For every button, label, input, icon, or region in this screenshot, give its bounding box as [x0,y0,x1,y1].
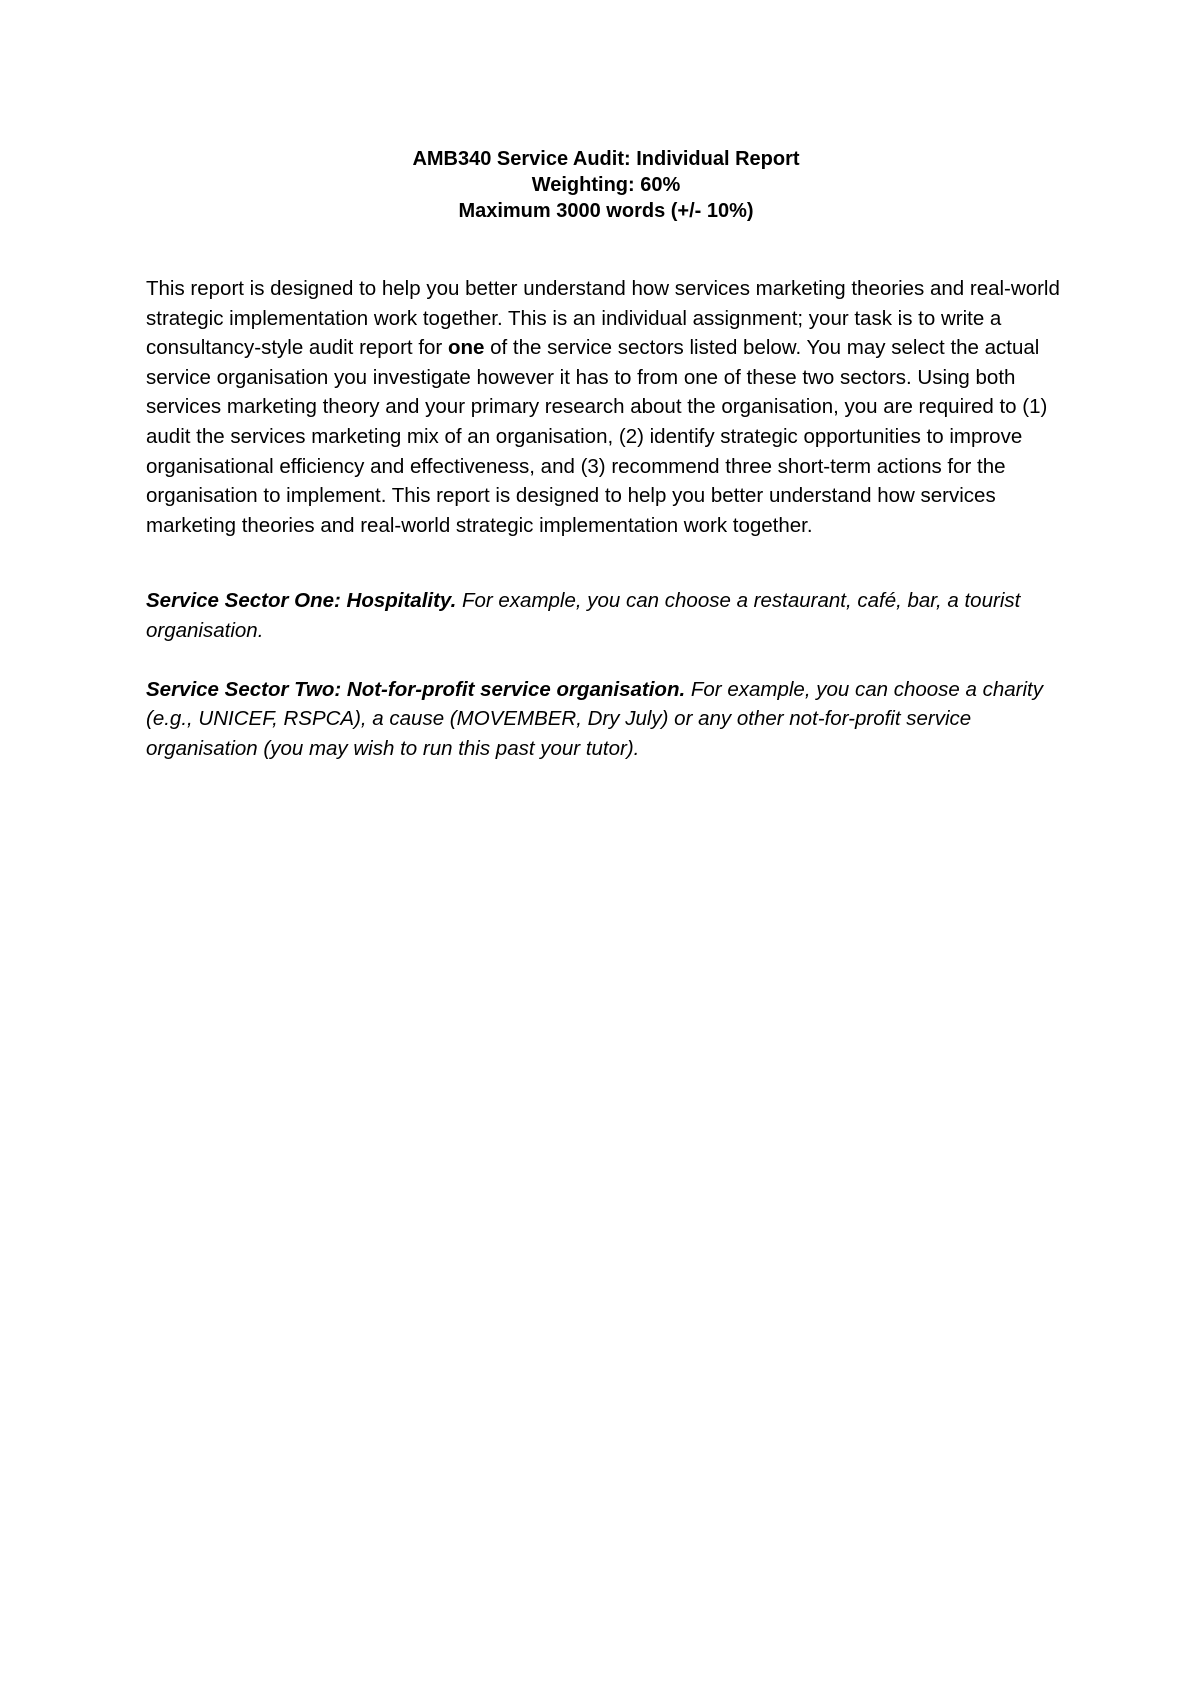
sector-one-paragraph [146,586,1076,645]
document-heading [0,146,1200,224]
report-title: AMB340 Service Audit: Individual Report [412,148,800,170]
sector-two-paragraph [146,675,1076,764]
intro-text-part2: of the service sectors listed below. You may select the actual service organisation you investigate however it has to from one of these two sectors. Using both services marketing theory and your primary research about the organisation, you are required to (1) audit the services marketing mix of an organisation, (2) identify strategic opportunities to improve organisational efficiency and effectiveness, and (3) recommend three short-term actions for the organisation to implement. This report is designed to help you better understand how services marketing theories and real-world strategic implementation work together. [146,336,1048,537]
sector-two-description: For example, you can choose a charity (e.g., UNICEF, RSPCA), a cause (MOVEMBER, Dry July) or any other not-for-profit service organisation (you may wish to run this past your tutor). [146,677,1043,760]
intro-emphasis: one [447,336,485,360]
document-body [146,274,1076,763]
intro-paragraph [146,274,1076,540]
weighting-line: Weighting: 60% [531,174,681,196]
sector-two-title: Service Sector Two: Not-for-profit service organisation. [146,677,686,701]
intro-text-part1: This report is designed to help you better understand how services marketing theories and real-world strategic implementation work together. This is an individual assignment; your task is to write a consultancy-style audit report for [146,277,1060,360]
word-limit-line: Maximum 3000 words (+/- 10%) [458,200,754,222]
sector-one-description: For example, you can choose a restaurant, café, bar, a tourist organisation. [146,589,1021,642]
sector-one-title: Service Sector One: Hospitality. [146,589,457,613]
